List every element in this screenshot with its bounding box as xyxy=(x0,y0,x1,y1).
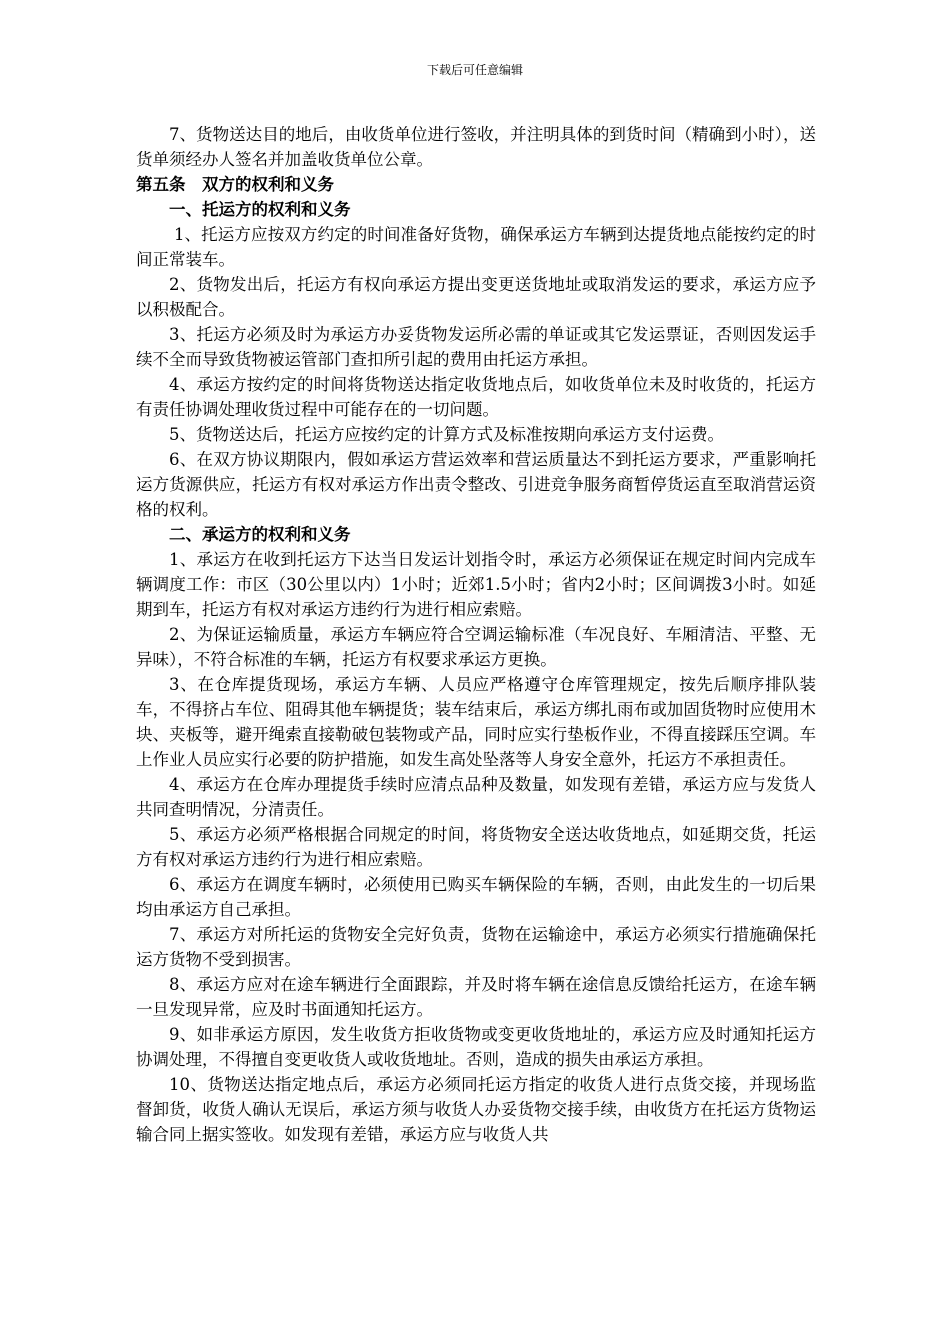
section-2-item-10: 10、货物送达指定地点后，承运方必须同托运方指定的收货人进行点货交接，并现场监督卸货，收货人确认无误后，承运方须与收货人办妥货物交接手续，由收货方在托运方货物运输合同上据实签收。如发现有差错，承运方应与收货人共 xyxy=(136,1075,816,1144)
section-1-item-6: 6、在双方协议期限内，假如承运方营运效率和营运质量达不到托运方要求，严重影响托运方货源供应，托运方有权对承运方作出责令整改、引进竞争服务商暂停货运直至取消营运资格的权利。 xyxy=(136,450,816,519)
section-2-item-8: 8、承运方应对在途车辆进行全面跟踪，并及时将车辆在途信息反馈给托运方，在途车辆一旦发现异常，应及时书面通知托运方。 xyxy=(136,975,816,1019)
section-2-item-7: 7、承运方对所托运的货物安全完好负责，货物在运输途中，承运方必须实行措施确保托运方货物不受到损害。 xyxy=(136,925,816,969)
section-1-item-1: 1、托运方应按双方约定的时间准备好货物，确保承运方车辆到达提货地点能按约定的时间正常装车。 xyxy=(136,225,816,269)
section-1-heading: 一、托运方的权利和义务 xyxy=(169,200,351,219)
section-2-item-9: 9、如非承运方原因，发生收货方拒收货物或变更收货地址的，承运方应及时通知托运方协调处理，不得擅自变更收货人或收货地址。否则，造成的损失由承运方承担。 xyxy=(136,1025,816,1069)
section-2-item-1: 1、承运方在收到托运方下达当日发运计划指令时，承运方必须保证在规定时间内完成车辆调度工作：市区（30公里以内）1小时；近郊1.5小时；省内2小时；区间调拨3小时。如延期到车，托运方有权对承运方违约行为进行相应索赔。 xyxy=(136,550,816,619)
section-2-item-5: 5、承运方必须严格根据合同规定的时间，将货物安全送达收货地点，如延期交货，托运方有权对承运方违约行为进行相应索赔。 xyxy=(136,825,816,869)
clause-4-item-7: 7、货物送达目的地后，由收货单位进行签收，并注明具体的到货时间（精确到小时），送货单须经办人签名并加盖收货单位公章。 xyxy=(136,125,816,169)
section-1-item-3: 3、托运方必须及时为承运方办妥货物发运所必需的单证或其它发运票证，否则因发运手续不全而导致货物被运管部门查扣所引起的费用由托运方承担。 xyxy=(136,325,816,369)
section-1-item-5: 5、货物送达后，托运方应按约定的计算方式及标准按期向承运方支付运费。 xyxy=(169,425,724,444)
page-header xyxy=(0,62,950,78)
section-2-item-2: 2、为保证运输质量，承运方车辆应符合空调运输标准（车况良好、车厢清洁、平整、无异味），不符合标准的车辆，托运方有权要求承运方更换。 xyxy=(136,625,816,669)
document-body xyxy=(136,122,816,1147)
section-2-heading: 二、承运方的权利和义务 xyxy=(169,525,351,544)
header-note: 下载后可任意编辑 xyxy=(426,63,523,77)
article-5-heading: 第五条 双方的权利和义务 xyxy=(136,175,334,194)
section-2-item-4: 4、承运方在仓库办理提货手续时应清点品种及数量，如发现有差错，承运方应与发货人共同查明情况，分清责任。 xyxy=(136,775,816,819)
section-1-item-4: 4、承运方按约定的时间将货物送达指定收货地点后，如收货单位未及时收货的，托运方有责任协调处理收货过程中可能存在的一切问题。 xyxy=(136,375,816,419)
section-1-item-2: 2、货物发出后，托运方有权向承运方提出变更送货地址或取消发运的要求，承运方应予以积极配合。 xyxy=(136,275,816,319)
section-2-item-3: 3、在仓库提货现场，承运方车辆、人员应严格遵守仓库管理规定，按先后顺序排队装车，不得挤占车位、阻碍其他车辆提货；装车结束后，承运方绑扎雨布或加固货物时应使用木块、夹板等，避开绳索直接勒破包装物或产品，同时应实行垫板作业，不得直接踩压空调。车上作业人员应实行必要的防护措施，如发生高处坠落等人身安全意外，托运方不承担责任。 xyxy=(136,675,816,769)
section-2-item-6: 6、承运方在调度车辆时，必须使用已购买车辆保险的车辆，否则，由此发生的一切后果均由承运方自己承担。 xyxy=(136,875,816,919)
